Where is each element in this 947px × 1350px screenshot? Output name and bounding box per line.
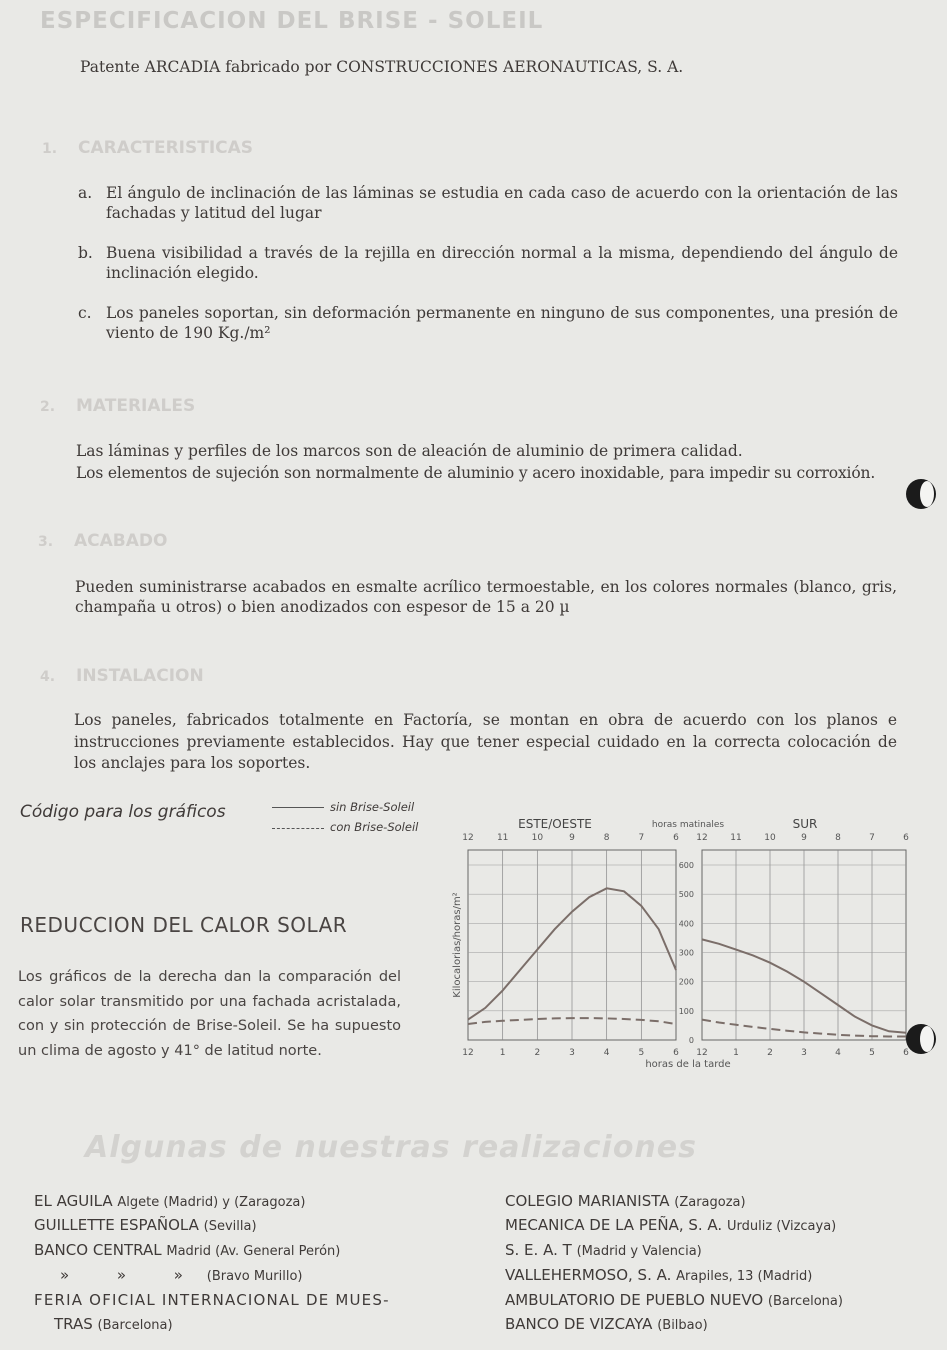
installation-text: Los paneles, fabricados totalmente en Factoría, se montan en obra de acuerdo con los planos e instrucciones previamente establecidos. Hay que tener especial cuidado en la correcta colocación de los anclajes para los soportes. [74,711,897,772]
section-title: ACABADO [74,531,168,551]
work-name: S. E. A. T [505,1241,572,1259]
work-name: MECANICA DE LA PEÑA, S. A. [505,1216,723,1234]
work-detail: (Zaragoza) [674,1195,746,1210]
work-item [505,1266,812,1284]
top-tick-label: 11 [730,833,742,843]
legend-solid-label: sin Brise-Soleil [330,800,415,814]
work-detail: Madrid (Av. General Perón) [166,1244,341,1259]
top-tick-label: 8 [835,833,841,843]
work-item [54,1315,173,1333]
bottom-tick-label: 5 [869,1048,875,1058]
y-tick-label: 400 [678,919,694,929]
bottom-tick-label: 4 [603,1048,610,1058]
top-axis-label: horas matinales [651,820,725,830]
section-title: INSTALACION [76,666,204,686]
top-tick-label: 6 [673,833,679,843]
work-detail: Urduliz (Vizcaya) [726,1219,837,1234]
work-item [505,1216,836,1234]
y-axis-label: Kilocalorias/horas/m² [452,892,463,998]
work-item [34,1241,340,1259]
work-detail: (Barcelona) [767,1294,843,1309]
work-name: AMBULATORIO DE PUEBLO NUEVO [505,1291,764,1309]
top-tick-label: 8 [603,833,610,843]
heat-heading: REDUCCION DEL CALOR SOLAR [20,913,348,937]
item-letter: a. [78,184,93,202]
work-name: FERIA OFICIAL INTERNACIONAL DE MUES- [34,1291,390,1309]
work-item [505,1241,702,1259]
item-c [78,303,898,343]
work-name: COLEGIO MARIANISTA [505,1192,670,1210]
top-tick-label: 11 [496,833,509,843]
top-tick-label: 7 [638,833,645,843]
item-letter: c. [78,304,92,322]
document-title: ESPECIFICACION DEL BRISE - SOLEIL [40,8,544,34]
section-number: 3. [38,534,54,550]
work-item [34,1192,305,1210]
work-name: » » » [60,1266,183,1284]
y-tick-label: 500 [678,890,694,900]
bottom-tick-label: 6 [903,1048,909,1058]
work-item [34,1291,390,1309]
bottom-tick-label: 1 [499,1048,506,1058]
y-tick-label: 300 [678,948,694,958]
section-title: MATERIALES [76,396,196,416]
top-tick-label: 9 [569,833,575,843]
work-name: BANCO DE VIZCAYA [505,1315,653,1333]
works-title: Algunas de nuestras realizaciones [85,1130,697,1165]
bottom-tick-label: 3 [801,1048,807,1058]
work-detail: (Madrid y Valencia) [576,1244,702,1259]
bottom-tick-label: 1 [733,1048,739,1058]
work-name: VALLEHERMOSO, S. A. [505,1266,672,1284]
top-tick-label: 10 [764,833,776,843]
work-name: TRAS [54,1315,93,1333]
y-tick-label: 600 [678,861,694,870]
work-detail: (Bilbao) [657,1318,708,1333]
top-tick-label: 10 [531,833,544,843]
item-text: El ángulo de inclinación de las láminas se estudia en cada caso de acuerdo con la orientación de las fachadas y latitud del lugar [106,184,898,222]
top-tick-label: 12 [462,833,474,843]
bottom-tick-label: 3 [569,1048,575,1058]
section-title: CARACTERISTICAS [78,138,254,158]
heat-description: Los gráficos de la derecha dan la comparación del calor solar transmitido por una fachada acristalada, con y sin protección de Brise-Soleil. Se ha supuesto un clima de agosto y 41° de latitud norte. [18,969,401,1059]
bottom-tick-label: 2 [767,1048,773,1058]
finish-text: Pueden suministrarse acabados en esmalte acrílico termoestable, en los colores normales (blanco, gris, champaña u otros) o bien anodizados con espesor de 15 a 20 µ [75,578,897,616]
work-name: BANCO CENTRAL [34,1241,162,1259]
bottom-tick-label: 6 [673,1048,679,1058]
work-name: GUILLETTE ESPAÑOLA [34,1216,199,1234]
legend-solid-swatch [272,807,324,808]
item-text: Los paneles soportan, sin deformación permanente en ninguno de sus componentes, una presión de viento de 190 Kg./m² [106,304,898,342]
document-subtitle: Patente ARCADIA fabricado por CONSTRUCCIONES AERONAUTICAS, S. A. [80,58,684,76]
section-2-heading [40,396,195,416]
section-number: 2. [40,399,56,415]
y-tick-label: 200 [678,977,694,987]
work-item [505,1315,708,1333]
y-tick-label: 100 [678,1006,694,1016]
section-1-heading [42,138,253,158]
item-text: Buena visibilidad a través de la rejilla en dirección normal a la misma, dependiendo del ángulo de inclinación elegido. [106,244,898,282]
section-number: 4. [40,669,56,685]
section-3-heading [38,531,167,551]
legend-dashed-swatch [272,828,324,829]
legend-dashed-label: con Brise-Soleil [330,820,419,834]
item-letter: b. [78,244,93,262]
top-tick-label: 12 [696,833,708,843]
work-detail: (Sevilla) [203,1219,257,1234]
top-tick-label: 6 [903,833,909,843]
work-detail: (Bravo Murillo) [206,1269,303,1284]
work-detail: Arapiles, 13 (Madrid) [676,1269,813,1284]
bottom-tick-label: 4 [835,1048,841,1058]
work-item [60,1266,303,1284]
item-a [78,183,898,223]
heat-chart [440,805,920,1075]
bottom-tick-label: 2 [534,1048,541,1058]
section-number: 1. [42,141,58,157]
work-detail: (Barcelona) [97,1318,173,1333]
materials-line-2: Los elementos de sujeción son normalmente de aluminio y acero inoxidable, para impedir su corroxión. [76,464,876,482]
work-item [505,1291,843,1309]
binder-hole [906,1024,936,1054]
work-detail: Algete (Madrid) y (Zaragoza) [117,1195,306,1210]
bottom-axis-label: horas de la tarde [645,1059,731,1070]
section-4-heading [40,666,204,686]
work-item [505,1192,746,1210]
item-b [78,243,898,283]
top-tick-label: 7 [869,833,875,843]
y-tick-label: 0 [688,1036,694,1045]
legend-title: Código para los gráficos [20,802,226,822]
bottom-tick-label: 12 [462,1048,474,1058]
panel-title: SUR [792,817,818,831]
panel-title: ESTE/OESTE [518,817,592,831]
work-name: EL AGUILA [34,1192,113,1210]
work-item [34,1216,257,1234]
bottom-tick-label: 12 [696,1048,708,1058]
top-tick-label: 9 [801,833,807,843]
binder-hole [906,479,936,509]
materials-line-1: Las láminas y perfiles de los marcos son de aleación de aluminio de primera calidad. [76,442,743,460]
bottom-tick-label: 5 [638,1048,645,1058]
